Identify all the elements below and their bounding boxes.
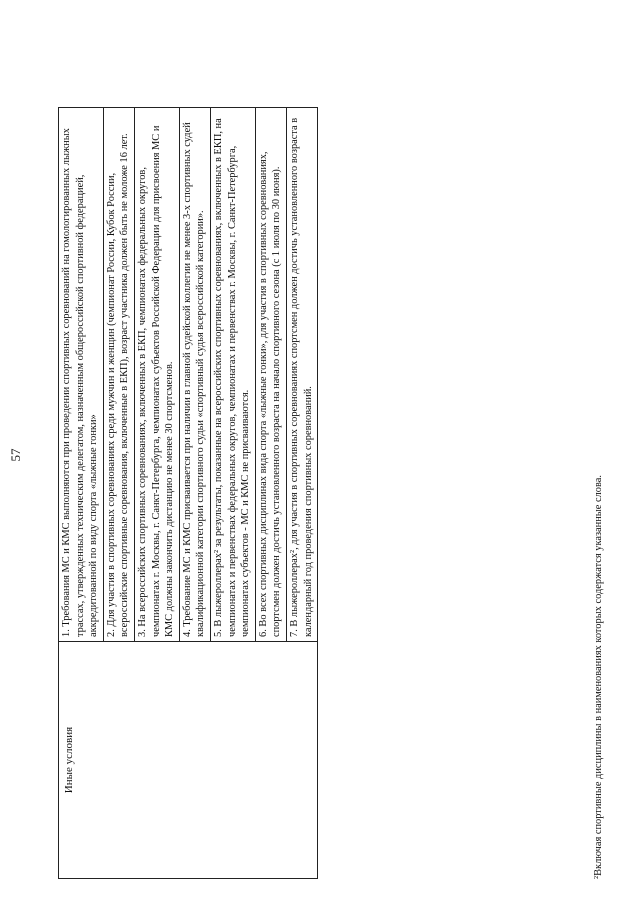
row-label-cell [59, 642, 318, 879]
page-number: 57 [8, 448, 23, 462]
condition-item-4: 4. Требование МС и КМС присваивается при наличии в главной судейской коллегии не менее 3-х спортивных судей квалификационной категории спортивного судьи «спортивный судья всероссийской категории». [180, 108, 211, 641]
row-label: Иные условия [63, 726, 75, 794]
footnote: ²Включая спортивные дисциплины в наименованиях которых содержатся указанные слова. [593, 475, 604, 879]
conditions-cell [59, 108, 318, 642]
requirements-table [58, 107, 318, 879]
table-row [59, 108, 318, 879]
condition-item-5: 5. В лыжероллерах² за результаты, показанные на всероссийских спортивных соревнованиях, включенных в ЕКП, на чемпионатах и первенствах федеральных округов, чемпионатах и первенствах г. Москвы, г. Санкт-Петербурга, чемпионатах субъектов - МС и КМС не присваиваются. [211, 108, 256, 641]
condition-item-3: 3. На всероссийских спортивных соревнованиях, включенных в ЕКП, чемпионатах федеральных округов, чемпионатах г. Москвы, г. Санкт-Петербурга, чемпионатах субъектов Российской Федерации для присвоения МС и КМС должны закончить дистанцию не менее 30 спортсменов. [135, 108, 180, 641]
condition-item-2: 2. Для участия в спортивных соревнованиях среди мужчин и женщин (чемпионат России, Кубок России, всероссийские спортивные соревнования, включенные в ЕКП), возраст участника должен быть не моложе 16 лет. [104, 108, 135, 641]
condition-item-1: 1. Требования МС и КМС выполняются при проведении спортивных соревнований на гомологированных лыжных трассах, утвержденных техническим делегатом, назначенным общероссийской спортивной федерацией, аккредитованной по виду спорта «лыжные гонки» [59, 108, 104, 641]
condition-item-7: 7. В лыжероллерах², для участия в спортивных соревнованиях спортсмен должен достичь установленного возраста в календарный год проведения спортивных соревнований. [288, 117, 314, 637]
condition-item-6: 6. Во всех спортивных дисциплинах вида спорта «лыжные гонки», для участия в спортивных соревнованиях, спортсмен должен достичь установленного возраста на начало спортивного сезона (с 1 июля по 30 июня). [256, 108, 287, 641]
